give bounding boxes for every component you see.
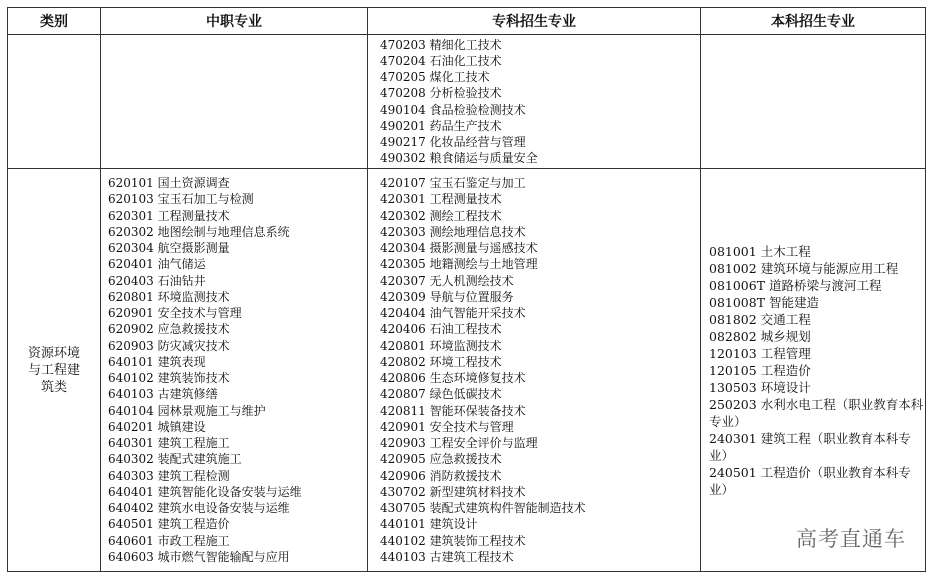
category-cell [8, 35, 101, 169]
major-item: 420906 消防救援技术 [380, 468, 502, 483]
major-item: 420802 环境工程技术 [380, 354, 502, 369]
major-item: 120103 工程管理 [709, 345, 811, 361]
vocational-cell [368, 35, 701, 169]
major-item: 420307 无人机测绘技术 [380, 273, 514, 288]
major-item: 620903 防灾减灾技术 [108, 338, 230, 353]
major-item: 420801 环境监测技术 [380, 338, 502, 353]
major-item: 620304 航空摄影测量 [108, 241, 230, 255]
major-item: 250203 水利水电工程（职业教育本科专业） [709, 396, 924, 429]
major-item: 620801 环境监测技术 [108, 289, 230, 304]
secondary-list [101, 175, 367, 565]
major-item: 490302 粮食储运与质量安全 [380, 151, 538, 166]
watermark: 高考直通车 [796, 527, 906, 551]
major-item: 430705 装配式建筑构件智能制造技术 [380, 501, 586, 515]
header-category: 类别 [8, 8, 101, 35]
major-item: 620301 工程测量技术 [108, 208, 230, 223]
major-item: 620302 地图绘制与地理信息系统 [108, 224, 290, 239]
major-item: 420404 油气智能开采技术 [380, 306, 526, 320]
major-item: 640102 建筑装饰技术 [108, 371, 230, 385]
major-item: 420806 生态环境修复技术 [380, 371, 526, 385]
major-item: 420107 宝玉石鉴定与加工 [380, 176, 526, 190]
major-item: 490217 化妆品经营与管理 [380, 135, 526, 149]
major-item: 490104 食品检验检测技术 [380, 102, 526, 117]
major-item: 620401 油气储运 [108, 257, 206, 272]
major-item: 640401 建筑智能化设备安装与运维 [108, 484, 302, 499]
major-item: 420905 应急救援技术 [380, 452, 502, 467]
major-item: 240501 工程造价（职业教育本科专业） [709, 464, 911, 497]
category-cell: 资源环境与工程建筑类 [8, 169, 101, 572]
table-row [8, 169, 926, 572]
major-item: 640104 园林景观施工与维护 [108, 403, 266, 418]
major-item: 490201 药品生产技术 [380, 118, 502, 133]
major-item: 470203 精细化工技术 [380, 37, 502, 52]
header-secondary: 中职专业 [101, 8, 368, 35]
major-item: 640402 建筑水电设备安装与运维 [108, 501, 290, 515]
major-item: 420807 绿色低碳技术 [380, 387, 502, 402]
major-item: 081802 交通工程 [709, 311, 811, 327]
major-item: 640603 城市燃气智能输配与应用 [108, 549, 290, 564]
secondary-cell [101, 35, 368, 169]
major-item: 640303 建筑工程检测 [108, 468, 230, 483]
vocational-list [368, 37, 700, 167]
undergraduate-cell [701, 169, 926, 572]
major-item: 640103 古建筑修缮 [108, 387, 218, 402]
header-vocational: 专科招生专业 [368, 8, 701, 35]
major-item: 640302 装配式建筑施工 [108, 452, 242, 467]
major-item: 620902 应急救援技术 [108, 322, 230, 337]
major-item: 081001 土木工程 [709, 243, 811, 259]
major-item: 240301 建筑工程（职业教育本科专业） [709, 430, 911, 463]
header-row [8, 8, 926, 35]
undergraduate-list [701, 243, 925, 498]
major-item: 420811 智能环保装备技术 [380, 403, 526, 418]
major-item: 420305 地籍测绘与土地管理 [380, 257, 538, 272]
header-undergraduate: 本科招生专业 [701, 8, 926, 35]
major-item: 470208 分析检验技术 [380, 86, 502, 101]
major-item: 640301 建筑工程施工 [108, 436, 230, 450]
major-item: 440102 建筑装饰工程技术 [380, 533, 526, 548]
major-item: 640501 建筑工程造价 [108, 517, 230, 532]
major-item: 620403 石油钻井 [108, 273, 206, 288]
table-row [8, 35, 926, 169]
major-item: 470205 煤化工技术 [380, 70, 490, 84]
undergraduate-cell [701, 35, 926, 169]
major-item: 081002 建筑环境与能源应用工程 [709, 260, 899, 276]
major-item: 470204 石油化工技术 [380, 53, 502, 68]
major-item: 620101 国土资源调查 [108, 176, 230, 190]
major-item: 420406 石油工程技术 [380, 322, 502, 337]
major-item: 120105 工程造价 [709, 362, 811, 378]
major-item: 640101 建筑表现 [108, 354, 206, 369]
major-item: 420309 导航与位置服务 [380, 289, 514, 304]
major-item: 082802 城乡规划 [709, 328, 811, 344]
major-item: 420303 测绘地理信息技术 [380, 224, 526, 239]
major-item: 081006T 道路桥梁与渡河工程 [709, 277, 882, 293]
vocational-list [368, 175, 700, 565]
major-item: 440103 古建筑工程技术 [380, 549, 514, 564]
secondary-cell [101, 169, 368, 572]
major-item: 420301 工程测量技术 [380, 192, 502, 207]
major-item: 420302 测绘工程技术 [380, 208, 502, 223]
major-item: 620103 宝玉石加工与检测 [108, 192, 254, 207]
major-item: 420901 安全技术与管理 [380, 419, 514, 434]
vocational-cell [368, 169, 701, 572]
major-item: 420903 工程安全评价与监理 [380, 436, 538, 450]
major-item: 430702 新型建筑材料技术 [380, 484, 526, 499]
majors-table [7, 7, 926, 572]
major-item: 640201 城镇建设 [108, 419, 206, 434]
major-item: 130503 环境设计 [709, 379, 811, 395]
major-item: 420304 摄影测量与遥感技术 [380, 241, 538, 255]
major-item: 640601 市政工程施工 [108, 533, 230, 548]
major-item: 620901 安全技术与管理 [108, 306, 242, 320]
major-item: 440101 建筑设计 [380, 517, 478, 532]
major-item: 081008T 智能建造 [709, 294, 820, 310]
